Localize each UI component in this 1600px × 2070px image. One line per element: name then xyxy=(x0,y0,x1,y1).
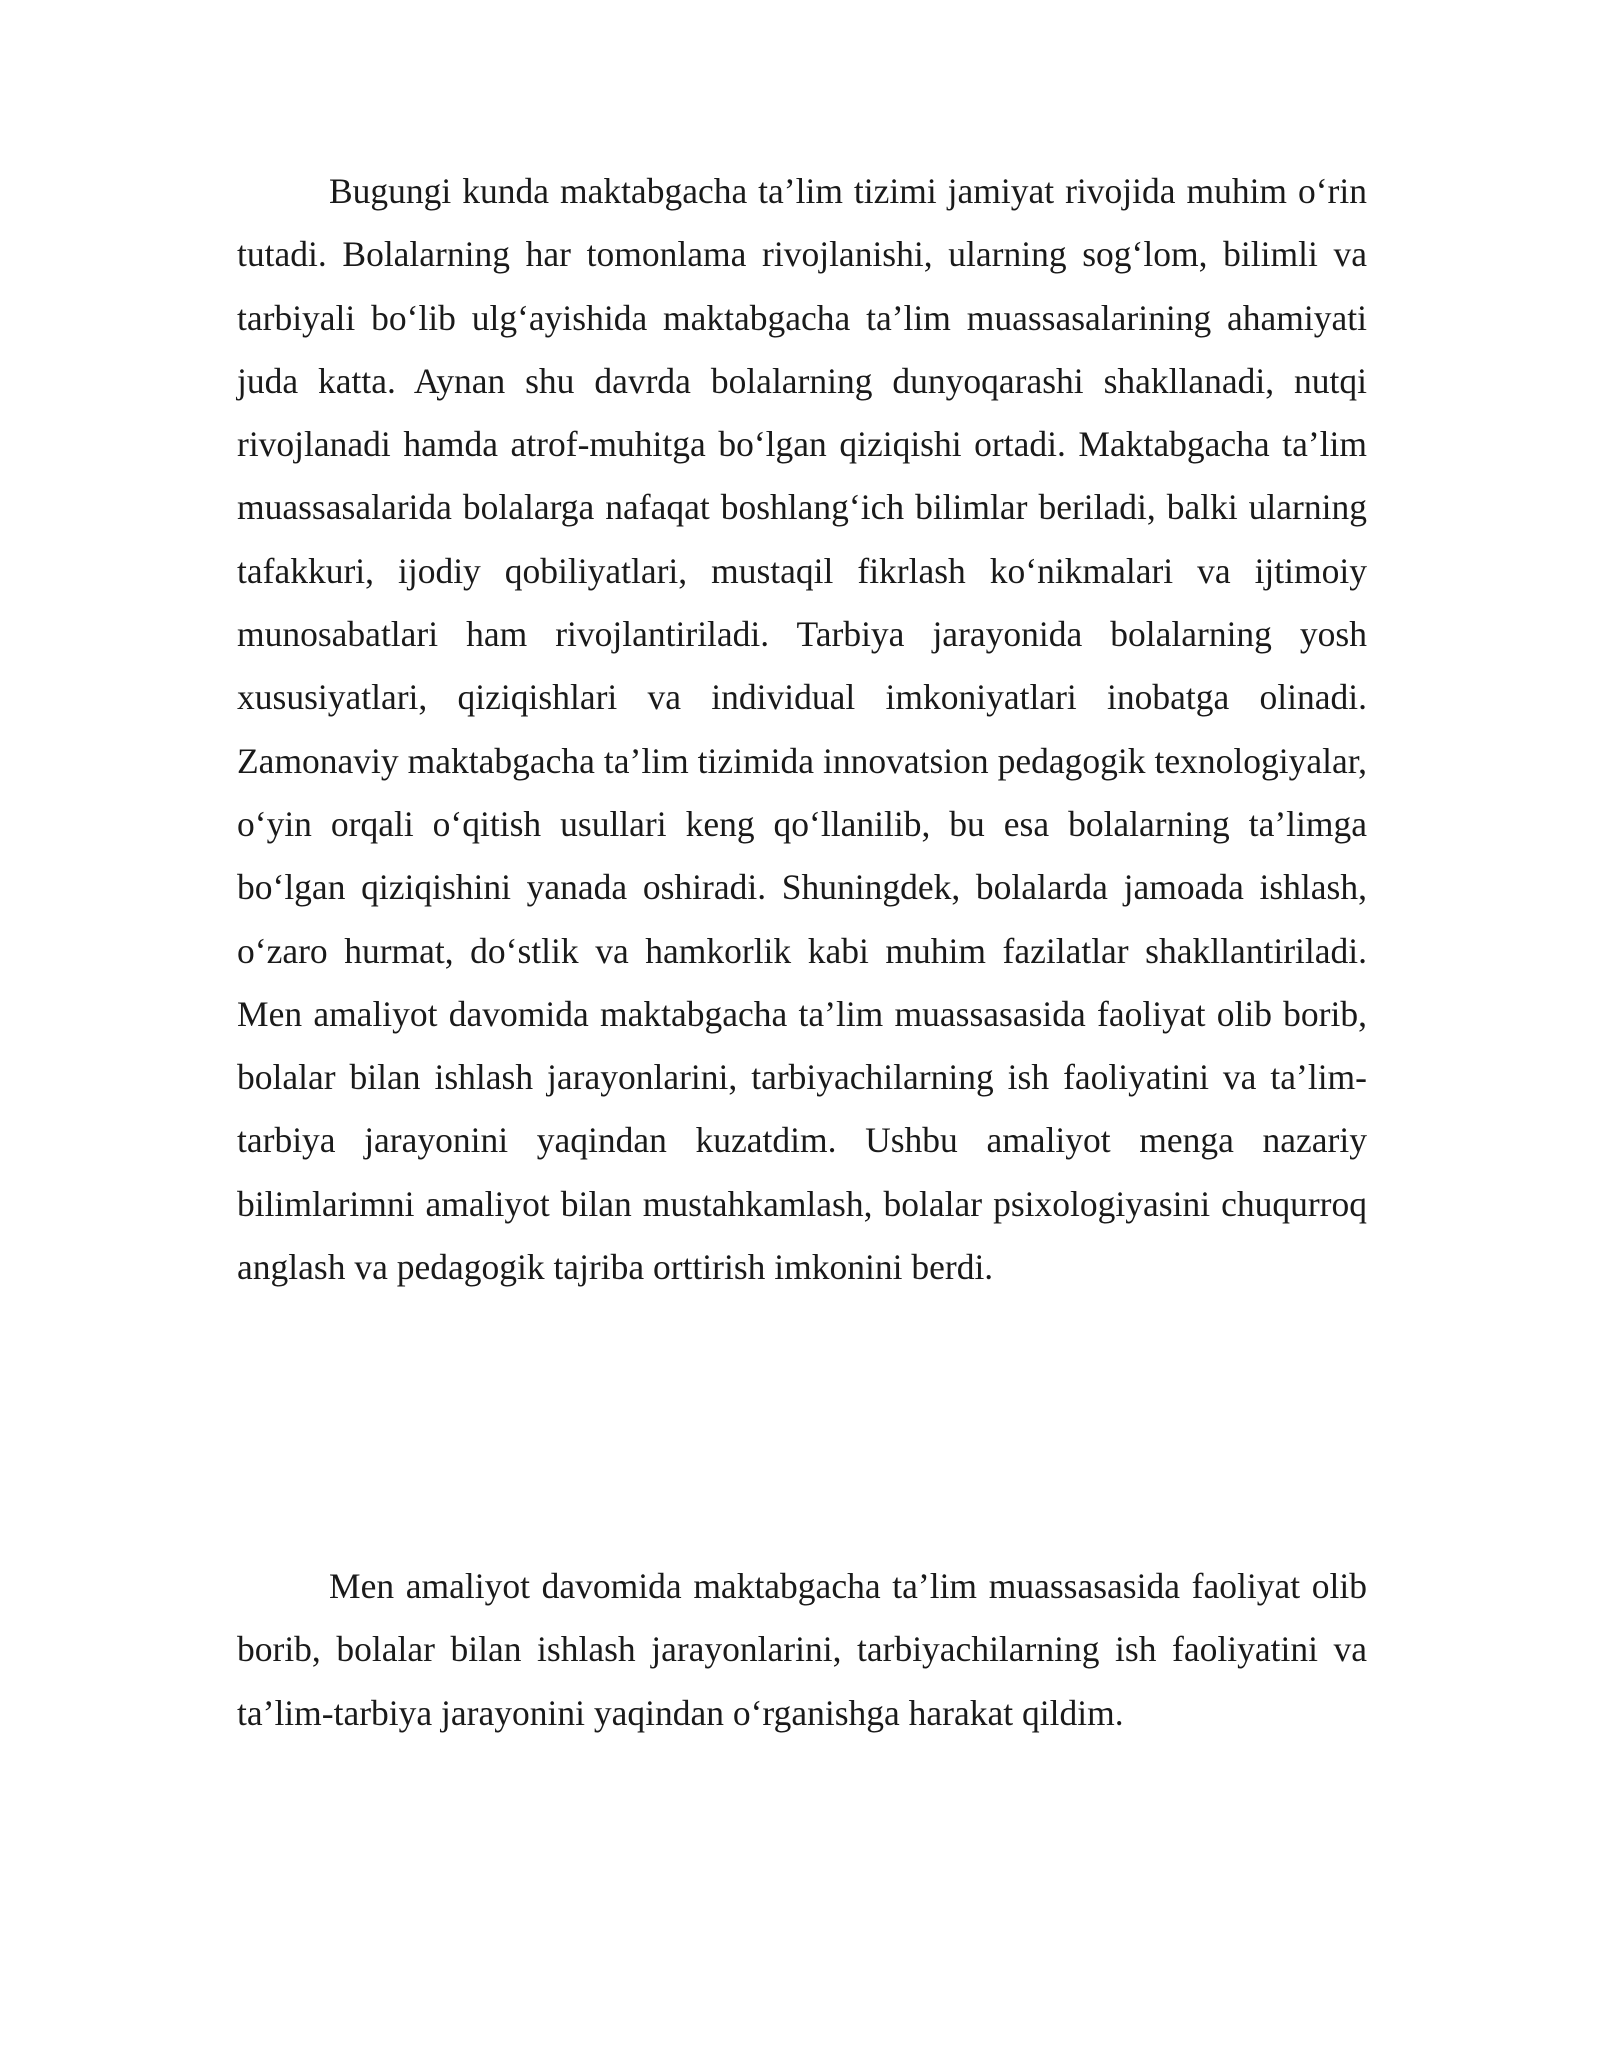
body-paragraph-2: Men amaliyot davomida maktabgacha ta’lim muassasasida faoliyat olib borib, bolalar bilan ishlash jarayonlarini, tarbiyachilarning ish faoliyatini va ta’lim-tarbiya jarayonini yaqindan o‘rganishga harakat qildim. xyxy=(237,1566,1367,1733)
body-paragraph-1: Bugungi kunda maktabgacha ta’lim tizimi jamiyat rivojida muhim o‘rin tutadi. Bolalarning har tomonlama rivojlanishi, ularning sog‘lom, bilimli va tarbiyali bo‘lib ulg‘ayishida maktabgacha ta’lim muassasalarining ahamiyati juda katta. Aynan shu davrda bolalarning dunyoqarashi shakllanadi, nutqi rivojlanadi hamda atrof-muhitga bo‘lgan qiziqishi ortadi. Maktabgacha ta’lim muassasalarida bolalarga nafaqat boshlang‘ich bilimlar beriladi, balki ularning tafakkuri, ijodiy qobiliyatlari, mustaqil fikrlash ko‘nikmalari va ijtimoiy munosabatlari ham rivojlantiriladi. Tarbiya jarayonida bolalarning yosh xususiyatlari, qiziqishlari va individual imkoniyatlari inobatga olinadi. Zamonaviy maktabgacha ta’lim tizimida innovatsion pedagogik texnologiyalar, o‘yin orqali o‘qitish usullari keng qo‘llanilib, bu esa bolalarning ta’limga bo‘lgan qiziqishini yanada oshiradi. Shuningdek, bolalarda jamoada ishlash, o‘zaro hurmat, do‘stlik va hamkorlik kabi muhim fazilatlar shakllantiriladi. Men amaliyot davomida maktabgacha ta’lim muassasasida faoliyat olib borib, bolalar bilan ishlash jarayonlarini, tarbiyachilarning ish faoliyatini va ta’lim-tarbiya jarayonini yaqindan kuzatdim. Ushbu amaliyot menga nazariy bilimlarimni amaliyot bilan mustahkamlash, bolalar psixologiyasini chuqurroq anglash va pedagogik tajriba orttirish imkonini berdi. xyxy=(237,171,1367,1288)
